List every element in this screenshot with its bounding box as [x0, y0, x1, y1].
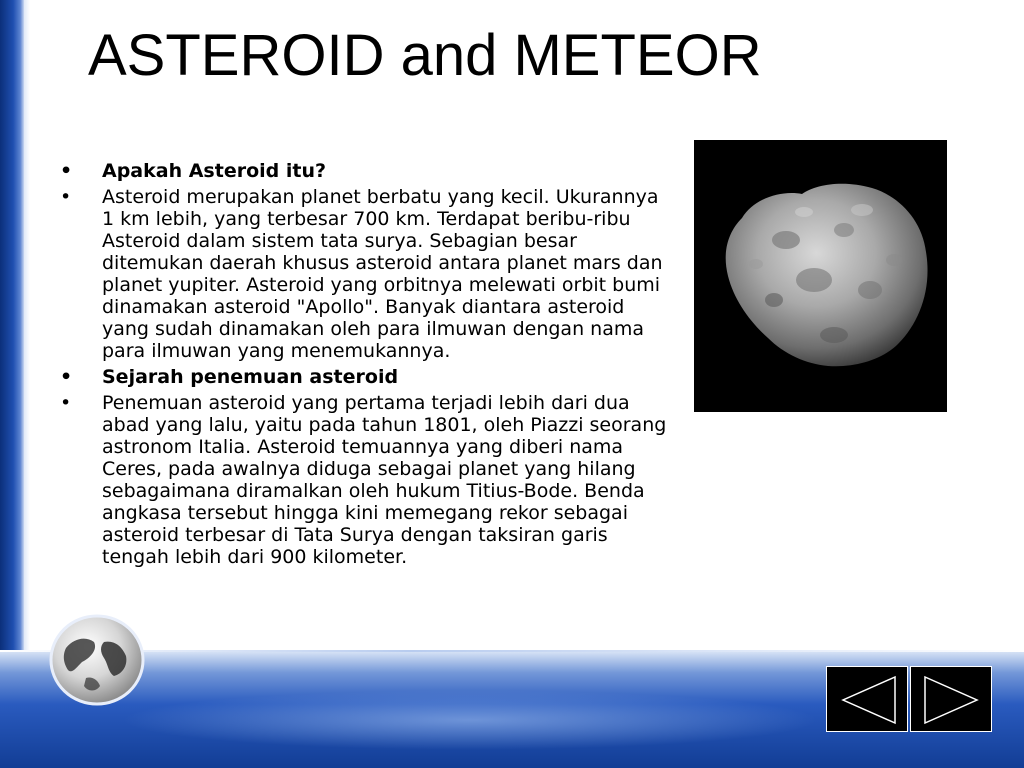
globe-graphic	[42, 612, 152, 708]
previous-slide-button[interactable]	[826, 666, 908, 732]
list-item-text: Asteroid merupakan planet berbatu yang kecil. Ukurannya 1 km lebih, yang terbesar 700 km. Terdapat beribu-ribu Asteroid dalam sistem tata surya. Sebagian besar ditemukan daerah khusus asteroid antara planet mars dan planet yupiter. Asteroid yang orbitnya melewati orbit bumi dinamakan asteroid "Apollo". Banyak diantara asteroid yang sudah dinamakan oleh para ilmuwan dengan nama para ilmuwan yang menemukannya.	[102, 186, 663, 362]
bullet-icon: •	[60, 186, 72, 208]
list-item-heading	[60, 366, 670, 388]
bottom-glow	[120, 690, 820, 750]
asteroid-photo	[694, 140, 947, 412]
bullet-icon: •	[60, 160, 73, 182]
slide-title: ASTEROID and METEOR	[88, 23, 762, 88]
next-slide-button[interactable]	[910, 666, 992, 732]
list-item-text: Penemuan asteroid yang pertama terjadi lebih dari dua abad yang lalu, yaitu pada tahun 1801, oleh Piazzi seorang astronom Italia. Asteroid temuannya yang diberi nama Ceres, pada awalnya diduga sebagai planet yang hilang sebagaimana diramalkan oleh hukum Titius-Bode. Benda angkasa tersebut hingga kini memegang rekor sebagai asteroid terbesar di Tata Surya dengan taksiran garis tengah lebih dari 900 kilometer.	[102, 392, 667, 568]
globe-icon	[42, 612, 152, 708]
bullet-list	[60, 160, 670, 572]
triangle-left-icon	[827, 667, 909, 733]
list-item-text: Sejarah penemuan asteroid	[102, 366, 399, 388]
bullet-icon: •	[60, 392, 72, 414]
asteroid-image	[694, 140, 947, 412]
list-item-text: Apakah Asteroid itu?	[102, 160, 327, 182]
list-item	[60, 392, 670, 568]
triangle-right-icon	[911, 667, 993, 733]
list-item-heading	[60, 160, 670, 182]
list-item	[60, 186, 670, 362]
bullet-icon: •	[60, 366, 73, 388]
